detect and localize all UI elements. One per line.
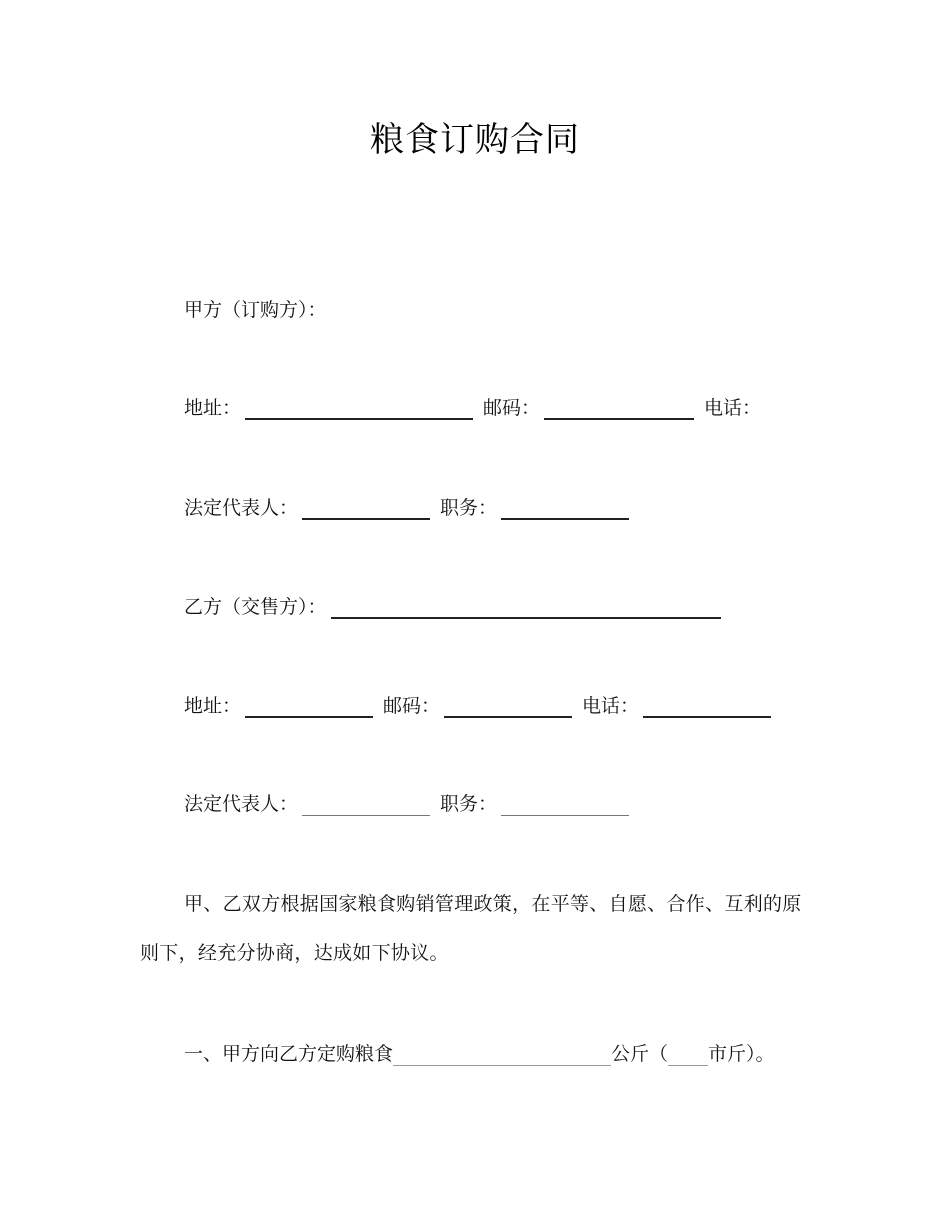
party-a-zip-field[interactable] [544, 398, 694, 420]
clause-1-unit-kg: 公斤（ [611, 1043, 669, 1065]
party-b-zip-field[interactable] [444, 696, 572, 718]
party-b-address-field[interactable] [245, 696, 373, 718]
party-a-zip-label: 邮码： [483, 397, 541, 419]
party-b-address-label: 地址： [184, 695, 242, 717]
party-a-position-label: 职务： [440, 497, 498, 519]
clause-1-quantity-field[interactable] [393, 1045, 611, 1066]
party-b-position-field[interactable] [501, 795, 629, 816]
party-a-address-field[interactable] [245, 398, 473, 420]
party-a-rep-field[interactable] [302, 498, 430, 520]
party-a-heading: 甲方（订购方）： [184, 299, 327, 321]
clause-1-line [184, 1042, 775, 1066]
party-b-rep-label: 法定代表人： [184, 793, 299, 815]
party-b-rep-field[interactable] [302, 795, 430, 816]
clause-1-unit-jin: 市斤）。 [708, 1043, 775, 1065]
party-b-phone-field[interactable] [643, 696, 771, 718]
party-a-heading-line [184, 298, 327, 322]
party-b-position-label: 职务： [440, 793, 498, 815]
party-b-heading-line [184, 595, 731, 619]
party-b-phone-label: 电话： [582, 695, 640, 717]
party-b-address-line [184, 694, 781, 718]
clause-1-prefix: 一、甲方向乙方定购粮食 [184, 1043, 394, 1065]
party-a-address-label: 地址： [184, 397, 242, 419]
party-b-name-field[interactable] [331, 597, 721, 619]
party-b-heading: 乙方（交售方）： [184, 596, 327, 618]
party-b-zip-label: 邮码： [383, 695, 441, 717]
party-a-address-line [184, 396, 761, 420]
party-a-rep-line [184, 496, 639, 520]
preamble-paragraph: 甲、乙双方根据国家粮食购销管理政策，在平等、自愿、合作、互利的原则下，经充分协商，达成如下协议。 [140, 893, 802, 964]
party-a-position-field[interactable] [501, 498, 629, 520]
clause-1-quantity-jin-field[interactable] [668, 1045, 708, 1066]
party-b-rep-line [184, 792, 639, 816]
document-title: 粮食订购合同 [370, 120, 580, 160]
party-a-rep-label: 法定代表人： [184, 497, 299, 519]
party-a-phone-label: 电话： [704, 397, 762, 419]
